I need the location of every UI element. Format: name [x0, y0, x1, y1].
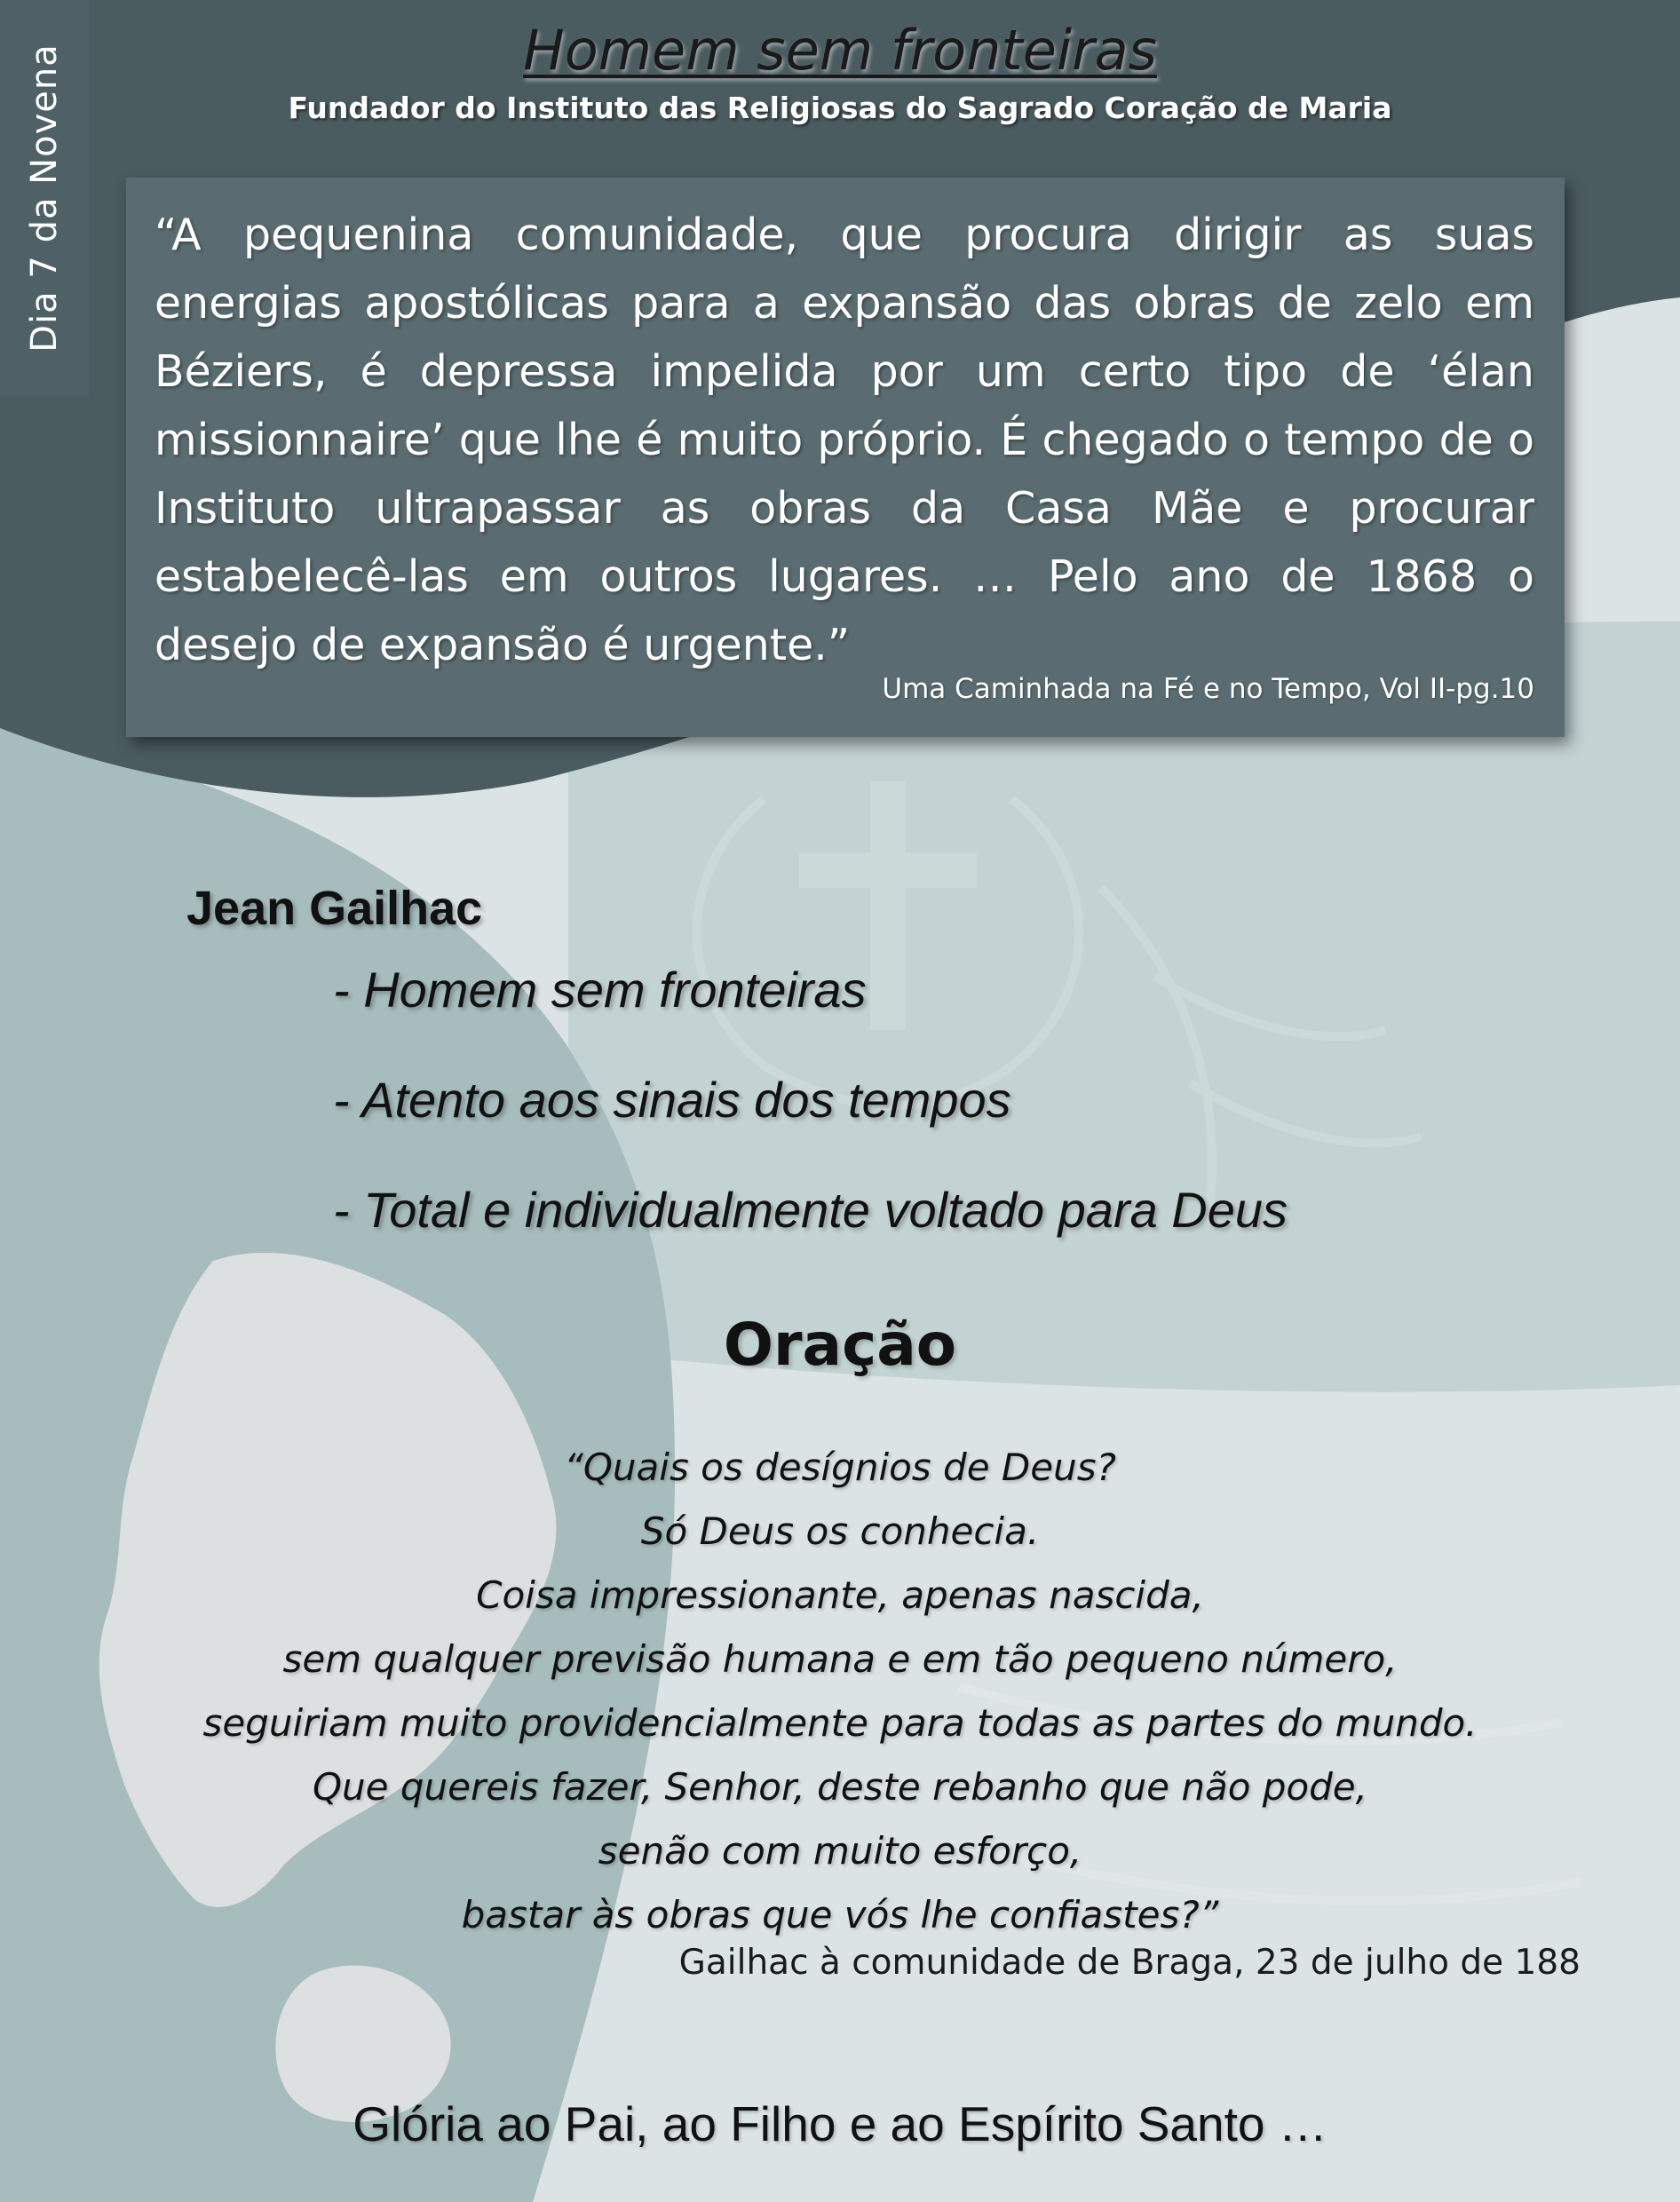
section-heading-jean-gailhac: Jean Gailhac	[186, 882, 483, 935]
prayer-line: “Quais os desígnios de Deus?	[564, 1446, 1116, 1489]
prayer-text	[0, 1436, 1680, 1947]
quote-box	[126, 178, 1565, 737]
doxology: Glória ao Pai, ao Filho e ao Espírito Santo …	[353, 2096, 1327, 2151]
page-subtitle: Fundador do Instituto das Religiosas do Sagrado Coração de Maria	[288, 91, 1392, 125]
prayer-line: Coisa impressionante, apenas nascida,	[476, 1573, 1204, 1617]
prayer-line: seguiriam muito providencialmente para todas as partes do mundo.	[202, 1701, 1478, 1745]
prayer-source: Gailhac à comunidade de Braga, 23 de julho de 188	[678, 1943, 1581, 1983]
prayer-title: Oração	[723, 1311, 957, 1379]
day-label: Dia 7 da Novena	[24, 44, 65, 352]
quote-text: “A pequenina comunidade, que procura dirigir as suas energias apostólicas para a expansão das obras de zelo em Béziers, é depressa impelida por um certo tipo de ‘élan missionnaire’ que lhe é muito próprio. É chegado o tempo de o Instituto ultrapassar as obras da Casa Mãe e procurar estabelecê-las em outros lugares. … Pelo ano de 1868 o desejo de expansão é urgente.”	[155, 210, 1534, 670]
prayer-line: Que quereis fazer, Senhor, deste rebanho que não pode,	[313, 1765, 1367, 1809]
prayer-line: sem qualquer previsão humana e em tão pequeno número,	[282, 1637, 1398, 1681]
trait-item: - Homem sem fronteiras	[333, 962, 867, 1018]
quote-source: Uma Caminhada na Fé e no Tempo, Vol II-pg.10	[882, 673, 1534, 705]
prayer-line: Só Deus os conhecia.	[640, 1509, 1040, 1553]
prayer-line: senão com muito esforço,	[598, 1829, 1082, 1873]
page-title: Homem sem fronteiras	[523, 18, 1157, 83]
trait-item: - Atento aos sinais dos tempos	[333, 1072, 1011, 1128]
trait-item: - Total e individualmente voltado para Deus	[333, 1182, 1288, 1238]
prayer-line: bastar às obras que vós lhe confiastes?”	[461, 1893, 1219, 1937]
